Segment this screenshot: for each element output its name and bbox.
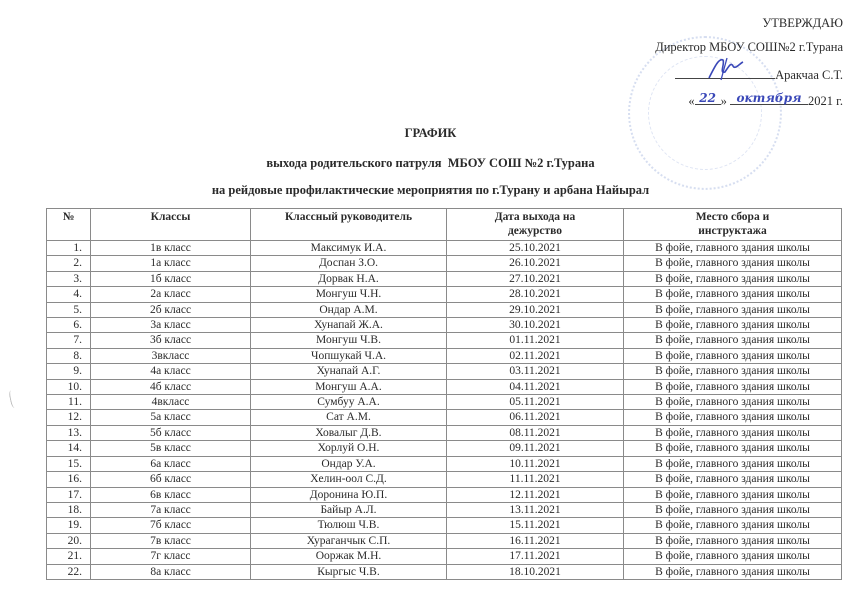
row-number: 19.: [47, 518, 91, 533]
row-number: 11.: [47, 395, 91, 410]
row-class: 8а класс: [91, 564, 251, 579]
row-teacher: Доронина Ю.П.: [251, 487, 447, 502]
row-number: 3.: [47, 271, 91, 286]
row-place: В фойе, главного здания школы: [624, 549, 842, 564]
row-place: В фойе, главного здания школы: [624, 472, 842, 487]
row-number: 15.: [47, 456, 91, 471]
row-class: 7г класс: [91, 549, 251, 564]
row-date: 30.10.2021: [447, 318, 624, 333]
row-class: 4б класс: [91, 379, 251, 394]
row-class: 2а класс: [91, 287, 251, 302]
table-row: [47, 256, 842, 271]
row-date: 06.11.2021: [447, 410, 624, 425]
row-teacher: Хелин-оол С.Д.: [251, 472, 447, 487]
row-date: 08.11.2021: [447, 425, 624, 440]
row-date: 28.10.2021: [447, 287, 624, 302]
header-date: Дата выхода на дежурство: [447, 209, 624, 241]
row-number: 13.: [47, 425, 91, 440]
row-teacher: Ховалыг Д.В.: [251, 425, 447, 440]
row-place: В фойе, главного здания школы: [624, 425, 842, 440]
row-date: 16.11.2021: [447, 533, 624, 548]
row-place: В фойе, главного здания школы: [624, 395, 842, 410]
row-date: 10.11.2021: [447, 456, 624, 471]
table-row: [47, 333, 842, 348]
table-row: [47, 364, 842, 379]
row-class: 6в класс: [91, 487, 251, 502]
row-number: 21.: [47, 549, 91, 564]
table-row: [47, 533, 842, 548]
row-teacher: Ооржак М.Н.: [251, 549, 447, 564]
schedule-table: [46, 208, 842, 580]
row-class: 6б класс: [91, 472, 251, 487]
row-teacher: Монгуш Ч.Н.: [251, 287, 447, 302]
row-class: 7б класс: [91, 518, 251, 533]
row-place: В фойе, главного здания школы: [624, 271, 842, 286]
row-date: 04.11.2021: [447, 379, 624, 394]
date-year: 2021 г.: [808, 94, 843, 108]
row-date: 18.10.2021: [447, 564, 624, 579]
table-row: [47, 271, 842, 286]
row-class: 7а класс: [91, 502, 251, 517]
approval-date: [688, 92, 843, 109]
handwritten-signature: [705, 56, 745, 82]
row-number: 5.: [47, 302, 91, 317]
row-number: 8.: [47, 348, 91, 363]
row-date: 12.11.2021: [447, 487, 624, 502]
document-subtitle-2: на рейдовые профилактические мероприятия по г.Турану и арбана Найырал: [211, 183, 650, 197]
row-number: 2.: [47, 256, 91, 271]
row-class: 1в класс: [91, 241, 251, 256]
row-teacher: Монгуш Ч.В.: [251, 333, 447, 348]
row-place: В фойе, главного здания школы: [624, 241, 842, 256]
row-date: 15.11.2021: [447, 518, 624, 533]
row-number: 20.: [47, 533, 91, 548]
row-place: В фойе, главного здания школы: [624, 256, 842, 271]
row-class: 2б класс: [91, 302, 251, 317]
row-teacher: Хураганчык С.П.: [251, 533, 447, 548]
table-header-row: [47, 209, 842, 241]
date-month-field: [730, 92, 808, 105]
row-place: В фойе, главного здания школы: [624, 379, 842, 394]
row-teacher: Хунапай Ж.А.: [251, 318, 447, 333]
row-number: 6.: [47, 318, 91, 333]
document-title: ГРАФИК: [404, 126, 457, 140]
date-close-quote: »: [720, 94, 727, 108]
date-open-quote: «: [688, 94, 695, 108]
row-place: В фойе, главного здания школы: [624, 441, 842, 456]
row-teacher: Хунапай А.Г.: [251, 364, 447, 379]
table-row: [47, 564, 842, 579]
header-teacher: Классный руководитель: [251, 209, 447, 241]
table-row: [47, 348, 842, 363]
row-date: 13.11.2021: [447, 502, 624, 517]
row-teacher: Чопшукай Ч.А.: [251, 348, 447, 363]
row-date: 05.11.2021: [447, 395, 624, 410]
row-place: В фойе, главного здания школы: [624, 302, 842, 317]
row-class: 3б класс: [91, 333, 251, 348]
table-row: [47, 441, 842, 456]
header-place: Место сбора и инструктажа: [624, 209, 842, 241]
row-date: 03.11.2021: [447, 364, 624, 379]
row-place: В фойе, главного здания школы: [624, 518, 842, 533]
row-place: В фойе, главного здания школы: [624, 564, 842, 579]
row-teacher: Хорлуй О.Н.: [251, 441, 447, 456]
table-row: [47, 502, 842, 517]
row-class: 1а класс: [91, 256, 251, 271]
row-teacher: Монгуш А.А.: [251, 379, 447, 394]
signature-underline: [675, 66, 775, 79]
row-teacher: Ондар У.А.: [251, 456, 447, 471]
row-teacher: Дорвак Н.А.: [251, 271, 447, 286]
row-teacher: Кыргыс Ч.В.: [251, 564, 447, 579]
approval-signature-line: [675, 66, 843, 83]
row-place: В фойе, главного здания школы: [624, 533, 842, 548]
row-place: В фойе, главного здания школы: [624, 364, 842, 379]
approval-position: Директор МБОУ СОШ№2 г.Турана: [655, 40, 843, 54]
table-row: [47, 518, 842, 533]
row-class: 7в класс: [91, 533, 251, 548]
row-number: 4.: [47, 287, 91, 302]
table-row: [47, 302, 842, 317]
row-place: В фойе, главного здания школы: [624, 348, 842, 363]
row-teacher: Доспан З.О.: [251, 256, 447, 271]
table-row: [47, 318, 842, 333]
row-number: 7.: [47, 333, 91, 348]
row-number: 17.: [47, 487, 91, 502]
approval-heading: УТВЕРЖДАЮ: [762, 16, 843, 30]
row-class: 4вкласс: [91, 395, 251, 410]
table-row: [47, 241, 842, 256]
table-row: [47, 395, 842, 410]
table-row: [47, 549, 842, 564]
row-number: 18.: [47, 502, 91, 517]
row-class: 3а класс: [91, 318, 251, 333]
row-class: 5б класс: [91, 425, 251, 440]
row-date: 17.11.2021: [447, 549, 624, 564]
row-number: 9.: [47, 364, 91, 379]
row-class: 6а класс: [91, 456, 251, 471]
row-teacher: Тюлюш Ч.В.: [251, 518, 447, 533]
row-place: В фойе, главного здания школы: [624, 333, 842, 348]
row-number: 14.: [47, 441, 91, 456]
row-teacher: Ондар А.М.: [251, 302, 447, 317]
row-date: 27.10.2021: [447, 271, 624, 286]
row-teacher: Максимук И.А.: [251, 241, 447, 256]
date-month-handwritten: октября: [736, 91, 802, 105]
table-row: [47, 487, 842, 502]
row-class: 5в класс: [91, 441, 251, 456]
row-class: 3вкласс: [91, 348, 251, 363]
row-date: 29.10.2021: [447, 302, 624, 317]
row-number: 10.: [47, 379, 91, 394]
row-number: 12.: [47, 410, 91, 425]
scan-artifact: [8, 389, 19, 408]
row-place: В фойе, главного здания школы: [624, 456, 842, 471]
row-date: 09.11.2021: [447, 441, 624, 456]
row-place: В фойе, главного здания школы: [624, 487, 842, 502]
table-row: [47, 472, 842, 487]
row-date: 11.11.2021: [447, 472, 624, 487]
row-place: В фойе, главного здания школы: [624, 287, 842, 302]
row-date: 02.11.2021: [447, 348, 624, 363]
row-place: В фойе, главного здания школы: [624, 410, 842, 425]
row-number: 16.: [47, 472, 91, 487]
row-teacher: Байыр А.Л.: [251, 502, 447, 517]
row-date: 26.10.2021: [447, 256, 624, 271]
header-classes: Классы: [91, 209, 251, 241]
row-place: В фойе, главного здания школы: [624, 502, 842, 517]
row-date: 25.10.2021: [447, 241, 624, 256]
table-row: [47, 425, 842, 440]
row-number: 22.: [47, 564, 91, 579]
row-date: 01.11.2021: [447, 333, 624, 348]
header-number: №: [47, 209, 91, 241]
row-number: 1.: [47, 241, 91, 256]
row-class: 1б класс: [91, 271, 251, 286]
document-subtitle: выхода родительского патруля МБОУ СОШ №2 г.Турана: [266, 156, 595, 170]
table-row: [47, 379, 842, 394]
table-row: [47, 456, 842, 471]
date-day-handwritten: 22: [699, 91, 716, 105]
signatory-name: Аракчаа С.Т.: [775, 68, 843, 82]
row-place: В фойе, главного здания школы: [624, 318, 842, 333]
table-row: [47, 287, 842, 302]
row-teacher: Сат А.М.: [251, 410, 447, 425]
row-teacher: Сумбуу А.А.: [251, 395, 447, 410]
date-day-field: [695, 92, 721, 105]
row-class: 5а класс: [91, 410, 251, 425]
row-class: 4а класс: [91, 364, 251, 379]
table-row: [47, 410, 842, 425]
